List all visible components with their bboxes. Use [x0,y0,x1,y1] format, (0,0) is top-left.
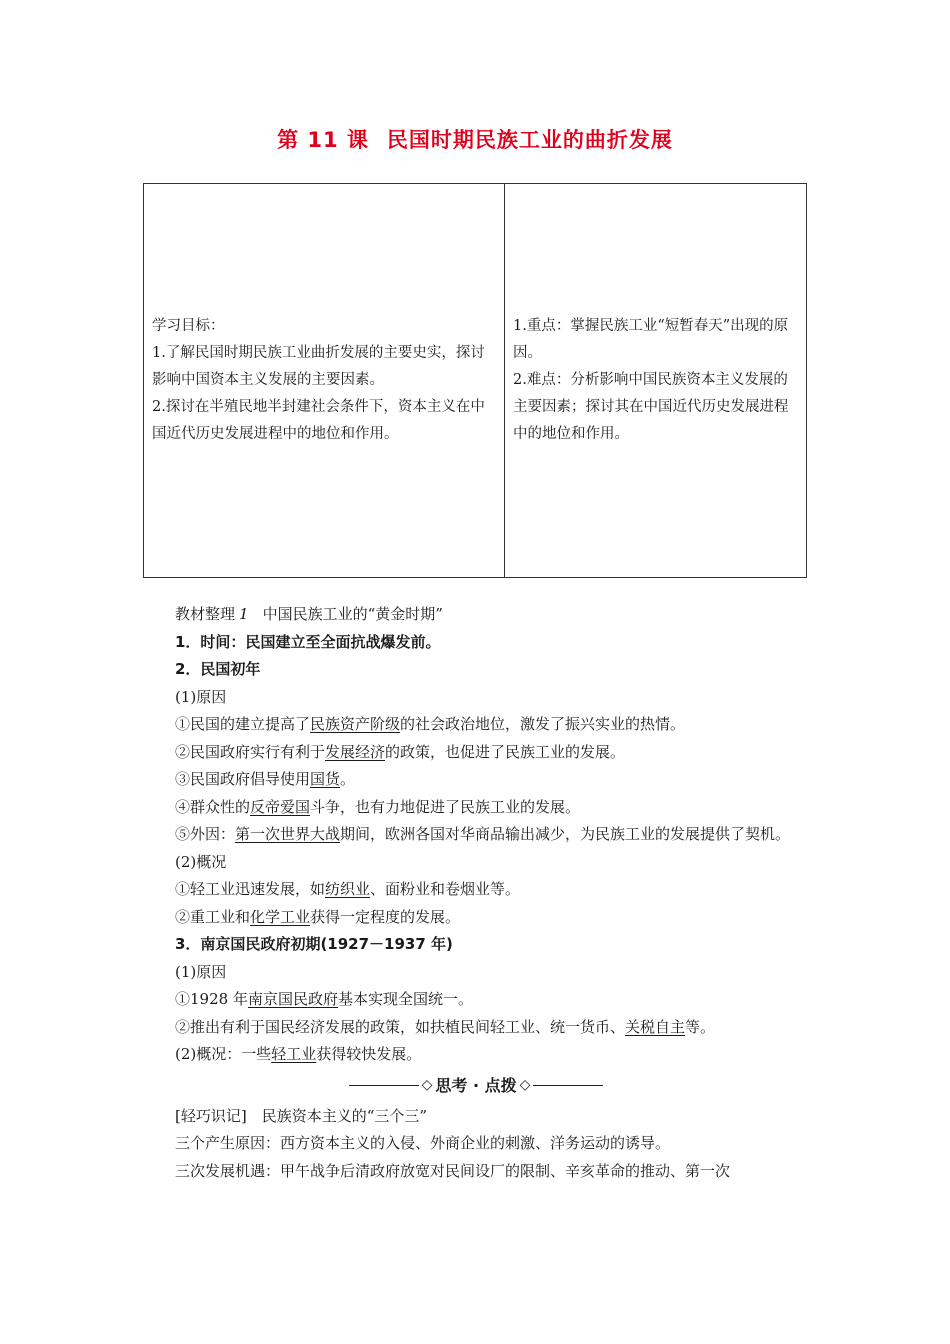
goals-heading: 学习目标： [152,318,225,334]
lesson-title: 民国时期民族工业的曲折发展 [386,128,673,152]
list-item: ①轻工业迅速发展，如纺织业、面粉业和卷烟业等。 [175,880,521,898]
paragraph: 1．时间：民国建立至全面抗战爆发前。 [175,632,441,651]
goals-cell [144,184,505,578]
paragraph: 2．民国初年 [175,660,261,678]
diamond-icon: ◇ [519,1076,531,1093]
paragraph: 3．南京国民政府初期(1927－1937 年) [175,935,453,953]
list-item: ①1928 年南京国民政府基本实现全国统一。 [175,990,473,1008]
divider-line [349,1085,419,1086]
list-item: ①民国的建立提高了民族资产阶级的社会政治地位，激发了振兴实业的热情。 [175,715,686,733]
diamond-icon: ◇ [421,1076,433,1093]
tips-heading: [轻巧识记] 民族资本主义的“三个三” [175,1106,428,1125]
tip-item: 三次发展机遇：甲午战争后清政府放宽对民间设厂的限制、辛亥革命的推动、第一次 [175,1161,731,1180]
list-item: ②重工业和化学工业获得一定程度的发展。 [175,907,461,926]
goal-item: 1.了解民国时期民族工业曲折发展的主要史实，探讨影响中国资本主义发展的主要因素。 [152,345,485,388]
section-divider [145,1069,807,1103]
list-item: ②推出有利于国民经济发展的政策，如扶植民间轻工业、统一货币、关税自主等。 [175,1017,716,1036]
main-content [145,601,807,1185]
tip-item: 三个产生原因：西方资本主义的入侵、外商企业的刺激、洋务运动的诱导。 [175,1134,671,1152]
paragraph: (2)概况 [175,852,227,871]
list-item: ④群众性的反帝爱国斗争，也有力地促进了民族工业的发展。 [175,797,581,816]
divider-text: 思考 · 点拨 [435,1075,517,1095]
page-title [0,124,950,154]
key-points-cell [505,184,807,578]
paragraph: (1)原因 [175,962,227,981]
list-item: ③民国政府倡导使用国货。 [175,770,356,788]
key-point-item: 1.重点：掌握民族工业“短暂春天”出现的原因。 [513,318,789,361]
list-item: ⑤外因：第一次世界大战期间，欧洲各国对华商品输出减少，为民族工业的发展提供了契机。 [175,825,791,843]
list-item: ②民国政府实行有利于发展经济的政策，也促进了民族工业的发展。 [175,742,626,761]
list-item: (2)概况：一些轻工业获得较快发展。 [175,1045,422,1063]
learning-goals-table [143,183,807,578]
goal-item: 2.探讨在半殖民地半封建社会条件下，资本主义在中国近代历史发展进程中的地位和作用。 [152,399,485,442]
lesson-number: 第 11 课 [277,128,369,152]
section-heading: 教材整理 1 中国民族工业的“黄金时期” [175,605,443,623]
difficulty-item: 2.难点：分析影响中国民族资本主义发展的主要因素；探讨其在中国近代历史发展进程中的地位和作用。 [513,372,789,442]
paragraph: (1)原因 [175,687,227,706]
divider-line [533,1085,603,1086]
